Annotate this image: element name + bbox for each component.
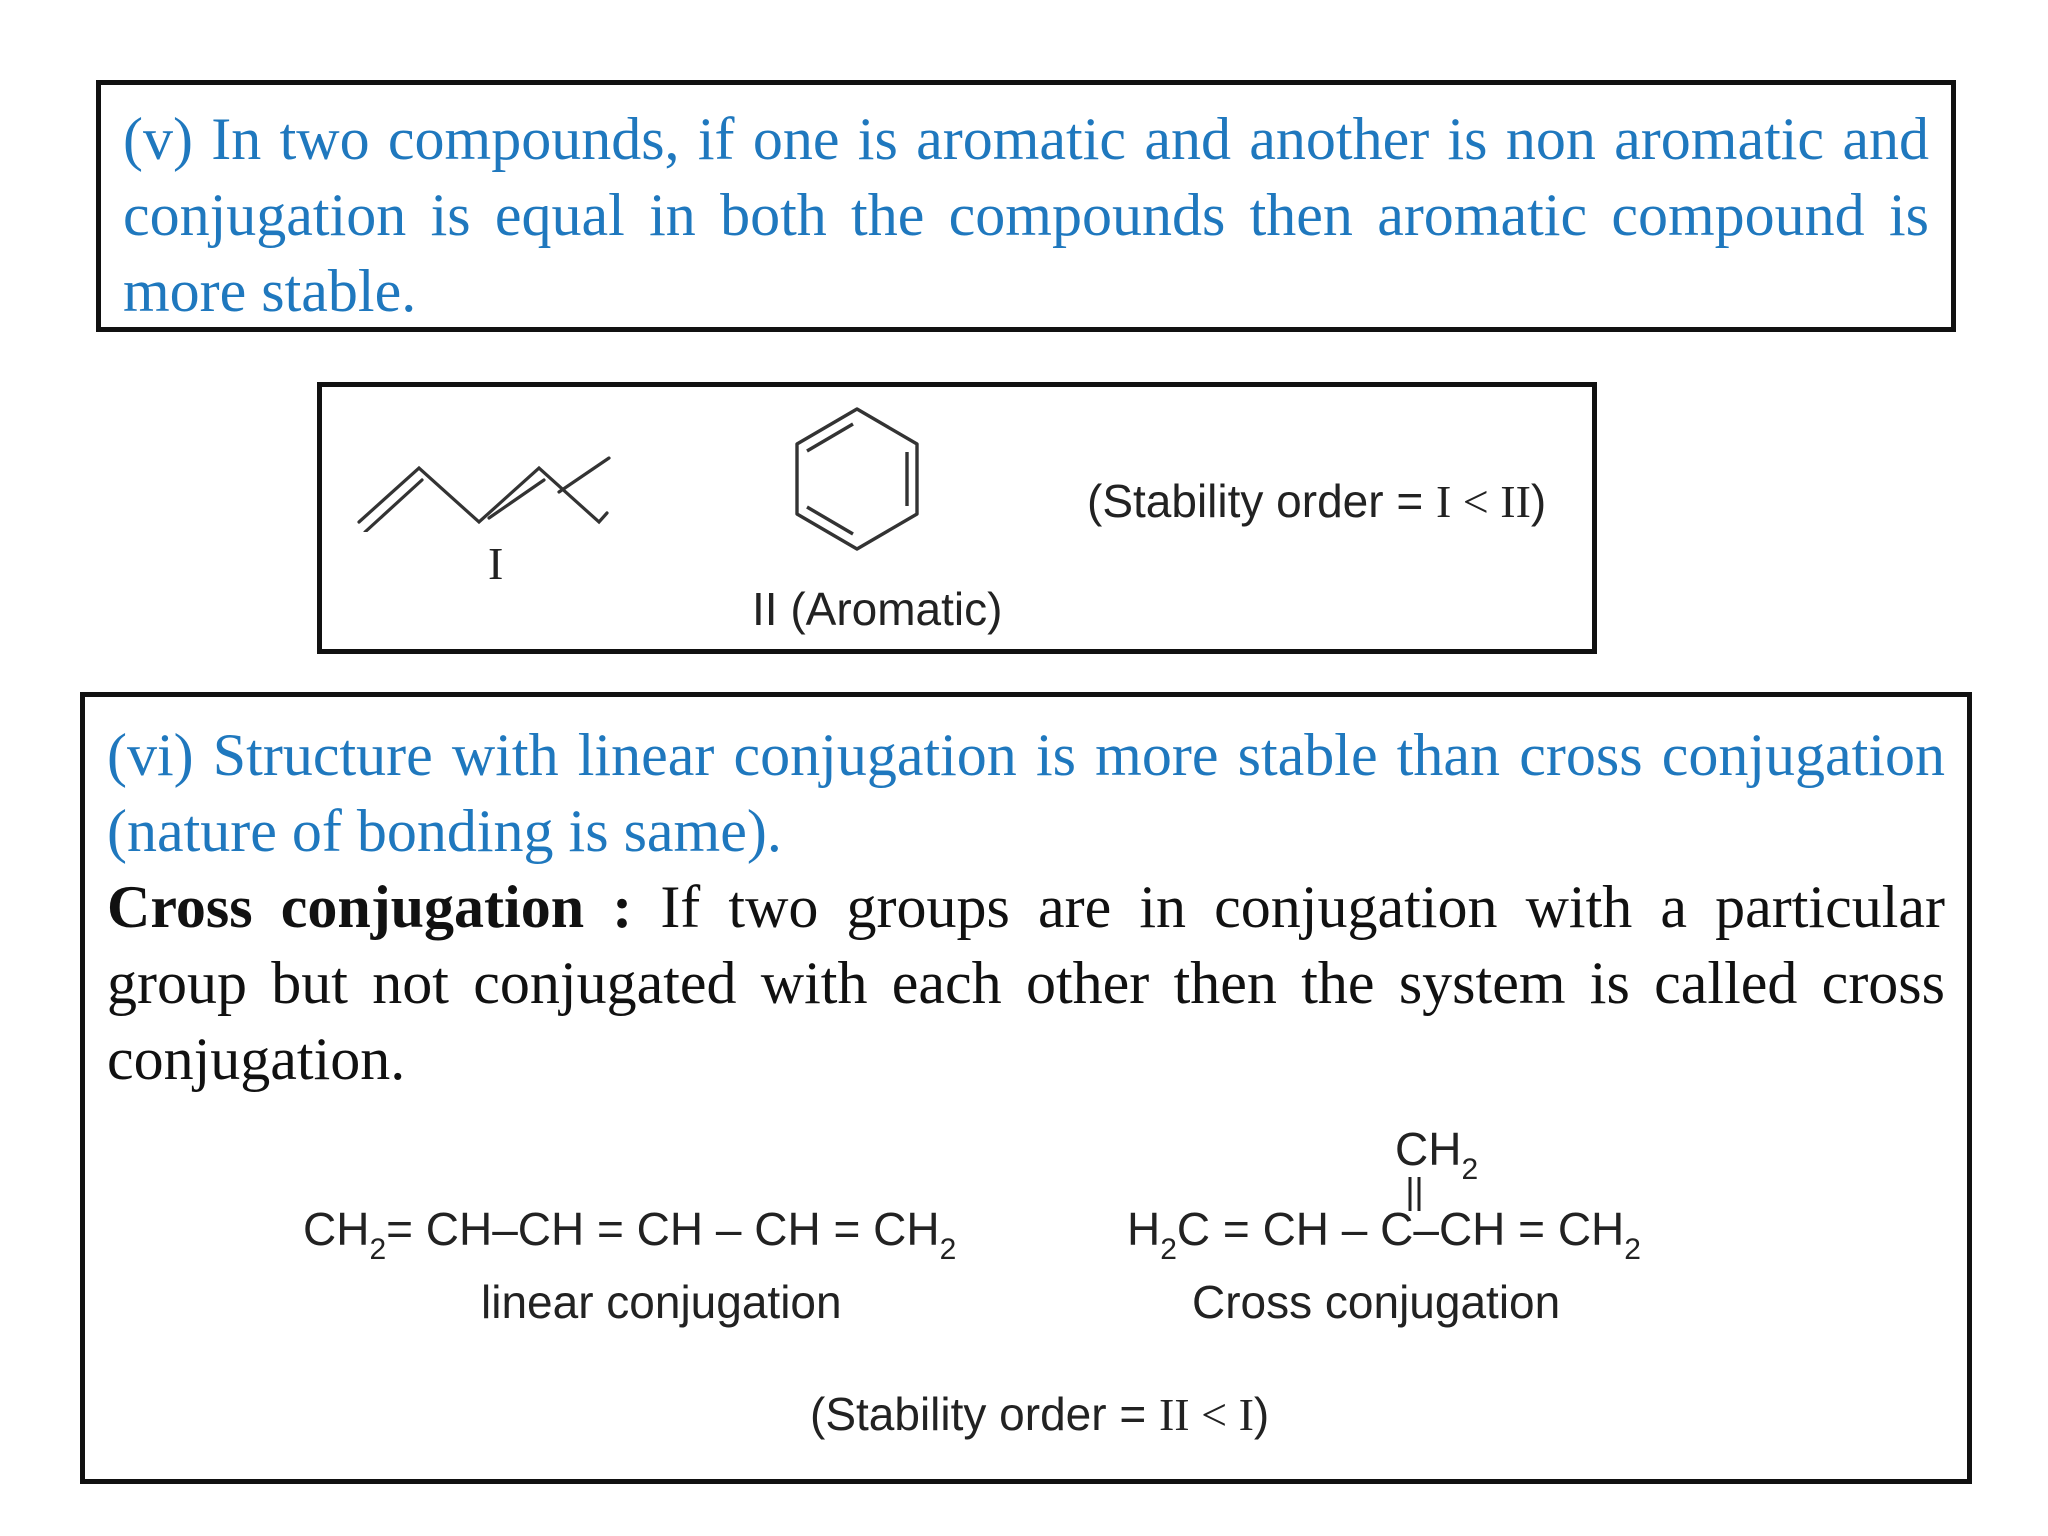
hexatriene-structure <box>354 452 614 532</box>
formula-subscript: 2 <box>1461 1153 1479 1186</box>
stability-prefix: (Stability order = <box>1087 475 1436 527</box>
section-vi-box <box>80 692 1972 1484</box>
formula-part: CH <box>303 1203 370 1255</box>
linear-conjugation-label: linear conjugation <box>481 1276 842 1328</box>
formula-part: C = CH – C–CH = CH <box>1176 1203 1625 1255</box>
section-v-text: (v) In two compounds, if one is aromatic and another is non aromatic and conjugation is equal in both the compounds then aromatic compound is more stable. <box>123 106 1929 324</box>
section-v-box <box>96 80 1956 332</box>
stability-order-2 <box>810 1387 1269 1441</box>
figure-aromatic-comparison <box>317 382 1597 654</box>
formula-subscript: 2 <box>939 1233 957 1266</box>
formula-subscript: 2 <box>1624 1233 1641 1266</box>
formula-part: CH <box>1395 1123 1462 1175</box>
stability-suffix: ) <box>1253 1388 1270 1440</box>
formula-part: = CH–CH = CH – CH = CH <box>386 1203 940 1255</box>
compound-label-ii: II (Aromatic) <box>752 583 1003 635</box>
stability-order-value: I < II <box>1435 476 1531 527</box>
stability-order-value: II < I <box>1158 1389 1254 1440</box>
cross-conjugation-definition <box>107 869 1945 1097</box>
formula-subscript: 2 <box>369 1233 387 1266</box>
stability-suffix: ) <box>1530 475 1547 527</box>
cross-conjugation-formula <box>1127 1202 1641 1267</box>
benzene-structure <box>787 404 927 554</box>
formula-subscript: 2 <box>1160 1233 1177 1266</box>
linear-conjugation-formula <box>303 1202 956 1267</box>
compound-label-i: I <box>488 538 504 589</box>
stability-prefix: (Stability order = <box>810 1388 1159 1440</box>
definition-term: Cross conjugation : <box>107 874 633 940</box>
cross-conjugation-label: Cross conjugation <box>1192 1276 1561 1328</box>
formula-part: H <box>1127 1203 1161 1255</box>
stability-order-1 <box>1087 474 1546 528</box>
definition-text: If two groups are in conjugation with a particular group but not conjugated with each other then the system is called cross conjugation. <box>107 874 1945 1092</box>
section-vi-text: (vi) Structure with linear conjugation is more stable than cross conjugation (nature of bonding is same). <box>107 722 1945 864</box>
